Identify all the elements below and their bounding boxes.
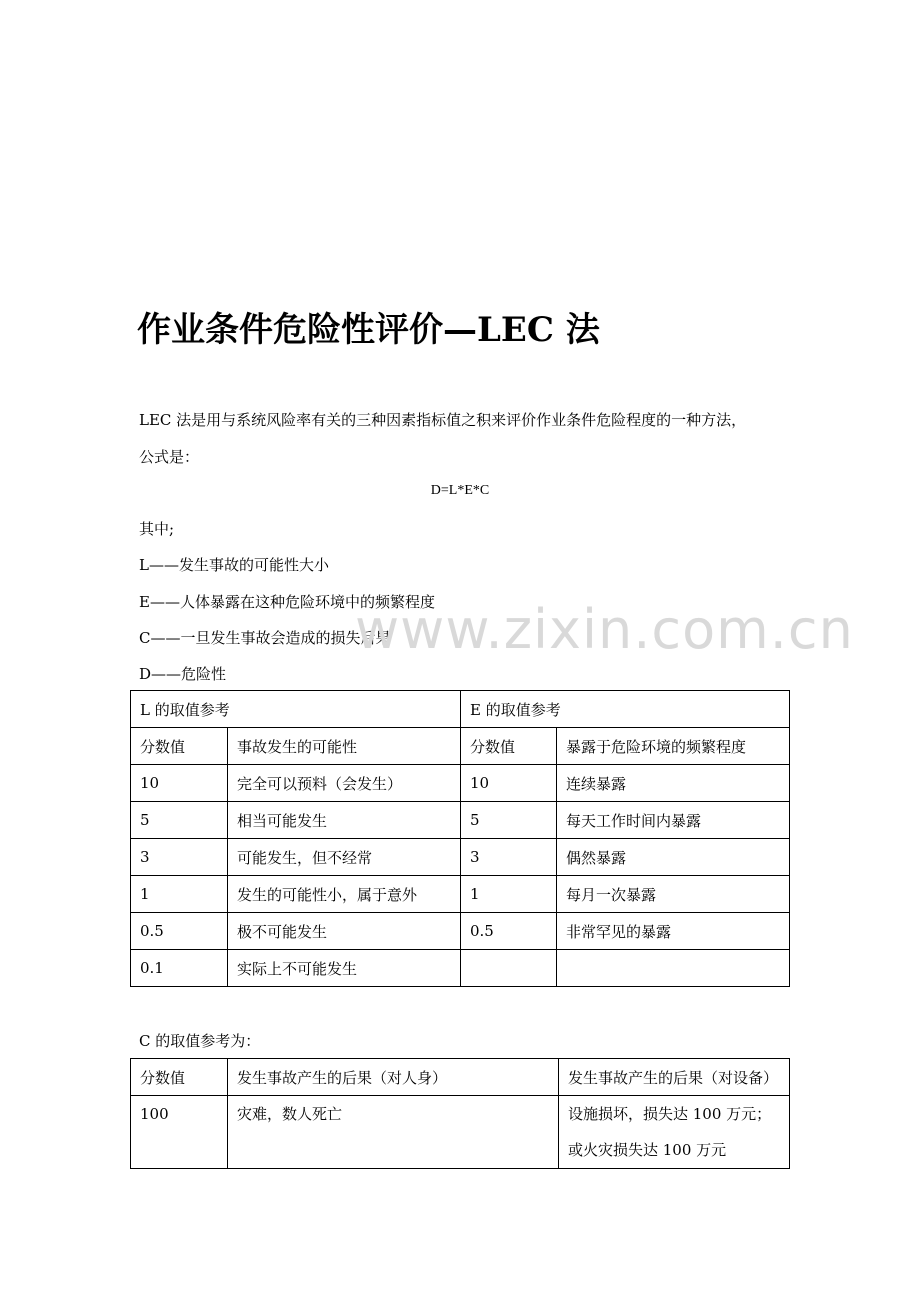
table-row <box>131 802 790 839</box>
column-header: 事故发生的可能性 <box>228 728 461 765</box>
column-header: 暴露于危险环境的频繁程度 <box>557 728 790 765</box>
table-cell: 5 <box>131 802 228 839</box>
table-row <box>131 876 790 913</box>
equipment-consequence-line-2: 或火灾损失达 100 万元 <box>568 1141 727 1159</box>
person-consequence: 灾难，数人死亡 <box>237 1105 343 1123</box>
column-header: 发生事故产生的后果（对人身） <box>228 1059 559 1096</box>
definition-l: L——发生事故的可能性大小 <box>139 556 329 574</box>
page-title: 作业条件危险性评价—LEC 法 <box>137 310 600 350</box>
table-column-header-row <box>131 728 790 765</box>
e-reference-header: E 的取值参考 <box>461 691 790 728</box>
table-row <box>131 765 790 802</box>
column-header: 分数值 <box>131 1059 228 1096</box>
table-cell: 每天工作时间内暴露 <box>557 802 790 839</box>
table-cell: 3 <box>131 839 228 876</box>
c-values-table <box>130 1058 790 1169</box>
definition-d: D——危险性 <box>139 665 227 683</box>
table-cell <box>131 1096 228 1169</box>
definition-c: C——一旦发生事故会造成的损失后果 <box>139 629 391 647</box>
column-header: 分数值 <box>461 728 557 765</box>
table-cell: 发生的可能性小，属于意外 <box>228 876 461 913</box>
table-row <box>131 913 790 950</box>
table-cell <box>559 1096 790 1169</box>
c-reference-caption: C 的取值参考为： <box>139 1032 261 1050</box>
table-cell: 可能发生，但不经常 <box>228 839 461 876</box>
definition-e: E——人体暴露在这种危险环境中的频繁程度 <box>139 593 435 611</box>
table-row <box>131 839 790 876</box>
le-values-table <box>130 690 790 987</box>
column-header: 发生事故产生的后果（对设备） <box>559 1059 790 1096</box>
table-header-row <box>131 691 790 728</box>
table-cell: 每月一次暴露 <box>557 876 790 913</box>
table-row <box>131 950 790 987</box>
table-cell: 极不可能发生 <box>228 913 461 950</box>
table-cell: 1 <box>461 876 557 913</box>
table-row <box>131 1096 790 1169</box>
score-value: 100 <box>140 1105 169 1123</box>
table-cell: 相当可能发生 <box>228 802 461 839</box>
intro-paragraph-line-2: 公式是： <box>139 448 200 466</box>
table-column-header-row <box>131 1059 790 1096</box>
formula: D=L*E*C <box>430 483 490 498</box>
table-cell: 偶然暴露 <box>557 839 790 876</box>
intro-paragraph-line-1: LEC 法是用与系统风险率有关的三种因素指标值之积来评价作业条件危险程度的一种方法， <box>139 411 747 429</box>
table-cell: 实际上不可能发生 <box>228 950 461 987</box>
table-cell: 0.5 <box>461 913 557 950</box>
table-cell: 0.1 <box>131 950 228 987</box>
table-cell <box>557 950 790 987</box>
table-cell: 5 <box>461 802 557 839</box>
table-cell: 0.5 <box>131 913 228 950</box>
equipment-consequence-line-1: 设施损坏，损失达 100 万元； <box>568 1105 772 1123</box>
column-header: 分数值 <box>131 728 228 765</box>
table-cell <box>228 1096 559 1169</box>
where-label: 其中; <box>139 520 175 538</box>
table-cell: 完全可以预料（会发生） <box>228 765 461 802</box>
watermark: www.zixin.com.cn <box>355 598 854 661</box>
table-cell: 非常罕见的暴露 <box>557 913 790 950</box>
table-cell: 10 <box>461 765 557 802</box>
table-cell: 连续暴露 <box>557 765 790 802</box>
table-cell: 3 <box>461 839 557 876</box>
table-cell: 1 <box>131 876 228 913</box>
table-cell: 10 <box>131 765 228 802</box>
table-cell <box>461 950 557 987</box>
l-reference-header: L 的取值参考 <box>131 691 461 728</box>
